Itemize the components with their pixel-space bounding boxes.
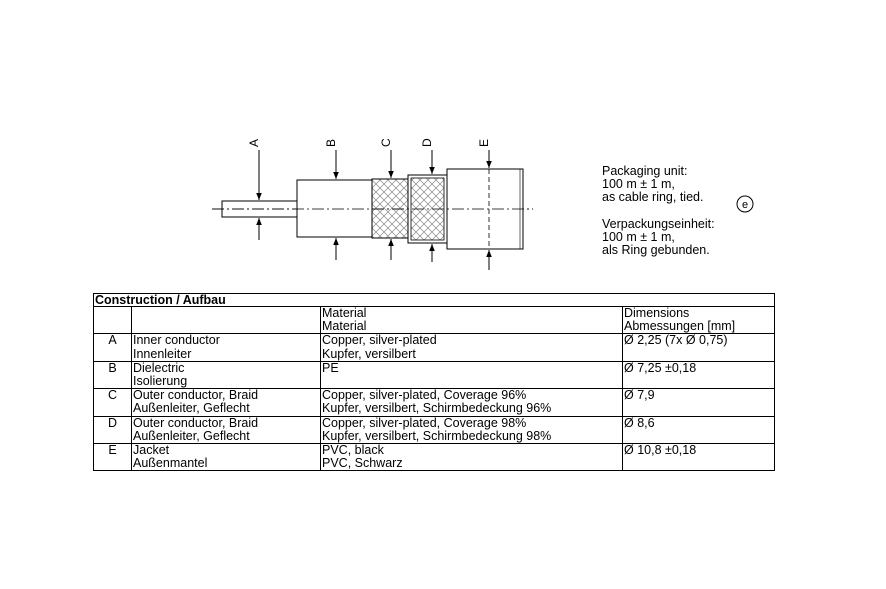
svg-text:e: e (741, 199, 749, 211)
header-dimensions: Dimensions Abmessungen [mm] (623, 307, 775, 334)
header-material: Material Material (321, 307, 623, 334)
table-row: D Outer conductor, Braid Außenleiter, Geflecht Copper, silver-plated, Coverage 98% Kupfer, versilbert, Schirmbedeckung 98% Ø 8,6 (94, 416, 775, 443)
construction-table (93, 293, 775, 471)
packaging-line: as cable ring, tied. (602, 190, 704, 205)
table-row: E Jacket Außenmantel PVC, black PVC, Schwarz Ø 10,8 ±0,18 (94, 444, 775, 471)
label-a: A (247, 138, 261, 147)
table-row: B Dielectric Isolierung PE Ø 7,25 ±0,18 (94, 361, 775, 388)
table-header-row (94, 307, 775, 334)
circled-e-icon (737, 196, 753, 212)
braid-c-shape (372, 179, 408, 238)
packaging-line: Verpackungseinheit: (602, 216, 715, 231)
label-d: D (420, 138, 434, 147)
packaging-line: 100 m ± 1 m, (602, 177, 675, 192)
label-e: E (477, 138, 491, 147)
packaging-line: als Ring gebunden. (602, 243, 710, 258)
table-title: Construction / Aufbau (94, 294, 775, 307)
dielectric-shape (297, 180, 372, 237)
label-c: C (379, 138, 393, 147)
label-b: B (324, 138, 338, 147)
packaging-line: Packaging unit: (602, 164, 688, 178)
table-row: A Inner conductor Innenleiter Copper, silver-plated Kupfer, versilbert Ø 2,25 (7x Ø 0,75) (94, 334, 775, 361)
packaging-line: 100 m ± 1 m, (602, 229, 675, 244)
table-row: C Outer conductor, Braid Außenleiter, Geflecht Copper, silver-plated, Coverage 96% Kupfer, versilbert, Schirmbedeckung 96% Ø 7,9 (94, 389, 775, 416)
packaging-info (602, 165, 715, 257)
